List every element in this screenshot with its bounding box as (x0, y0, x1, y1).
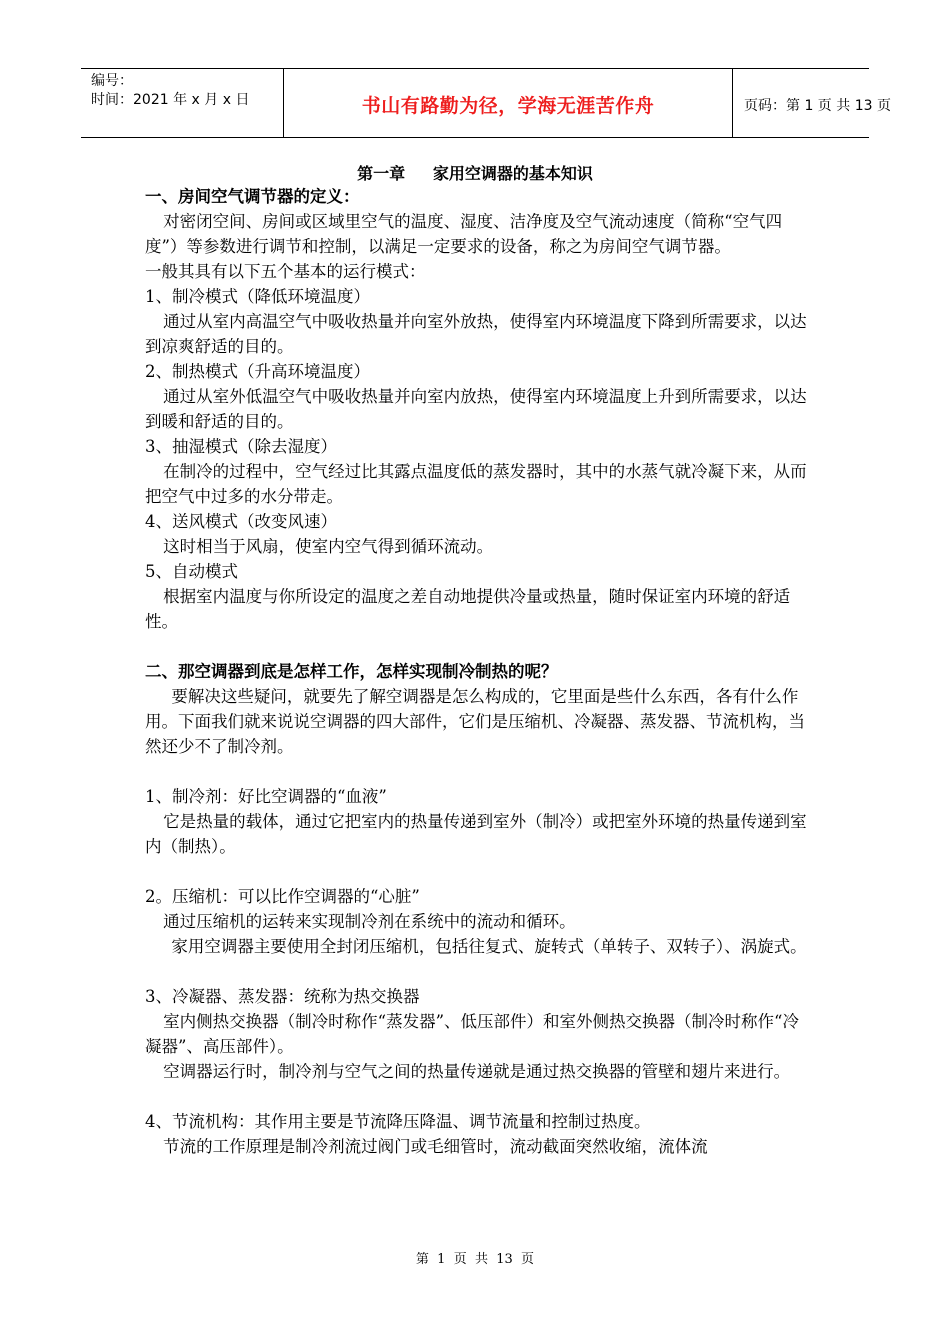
paragraph: 要解决这些疑问，就要先了解空调器是怎么构成的，它里面是些什么东西，各有什么作用。下面我们就来说说空调器的四大部件，它们是压缩机、冷凝器、蒸发器、节流机构，当然还少不了制冷剂。 (145, 687, 805, 756)
blank-line (145, 759, 810, 784)
paragraph: 3、抽湿模式（除去湿度） (145, 437, 337, 456)
paragraph: 4、送风模式（改变风速） (145, 512, 337, 531)
paragraph: 2。压缩机：可以比作空调器的“心脏” (145, 887, 420, 906)
page-info: 页码：第 1 页 共 13 页 (744, 98, 891, 114)
header-motto-cell (283, 69, 733, 137)
blank-line (145, 959, 810, 984)
paragraph: 家用空调器主要使用全封闭压缩机，包括往复式、旋转式（单转子、双转子）、涡旋式。 (171, 937, 807, 956)
section-heading: 二、那空调器到底是怎样工作，怎样实现制冷制热的呢？ (145, 662, 558, 681)
header-page-cell (732, 69, 891, 137)
paragraph: 在制冷的过程中，空气经过比其露点温度低的蒸发器时，其中的水蒸气就冷凝下来，从而把空气中过多的水分带走。 (145, 462, 807, 506)
blank-line (145, 1084, 810, 1109)
document-header (81, 68, 891, 138)
paragraph: 1、制冷模式（降低环境温度） (145, 287, 370, 306)
paragraph: 这时相当于风扇，使室内空气得到循环流动。 (163, 537, 494, 556)
motto-text: 书山有路勤为径，学海无涯苦作舟 (361, 95, 655, 117)
blank-line (145, 634, 810, 659)
header-meta-cell (81, 69, 283, 137)
paragraph: 室内侧热交换器（制冷时称作“蒸发器”、低压部件）和室外侧热交换器（制冷时称作“冷凝器”、高压部件）。 (145, 1012, 799, 1056)
paragraph: 通过从室外低温空气中吸收热量并向室内放热，使得室内环境温度上升到所需要求，以达到暖和舒适的目的。 (145, 387, 807, 431)
chapter-title: 第一章 家用空调器的基本知识 (357, 164, 593, 183)
blank-line (145, 859, 810, 884)
paragraph: 它是热量的载体，通过它把室内的热量传递到室外（制冷）或把室外环境的热量传递到室内（制热）。 (145, 812, 807, 856)
document-number-label: 编号： (91, 73, 133, 89)
paragraph: 一般其具有以下五个基本的运行模式： (145, 262, 426, 281)
document-date: 时间：2021 年 x 月 x 日 (91, 92, 250, 108)
paragraph: 对密闭空间、房间或区域里空气的温度、湿度、洁净度及空气流动速度（简称“空气四度”）等参数进行调节和控制，以满足一定要求的设备，称之为房间空气调节器。 (145, 212, 783, 256)
paragraph: 通过从室内高温空气中吸收热量并向室外放热，使得室内环境温度下降到所需要求，以达到凉爽舒适的目的。 (145, 312, 807, 356)
paragraph: 4、节流机构：其作用主要是节流降压降温、调节流量和控制过热度。 (145, 1112, 651, 1131)
paragraph: 空调器运行时，制冷剂与空气之间的热量传递就是通过热交换器的管壁和翅片来进行。 (163, 1062, 791, 1081)
paragraph: 通过压缩机的运转来实现制冷剂在系统中的流动和循环。 (163, 912, 576, 931)
paragraph: 根据室内温度与你所设定的温度之差自动地提供冷量或热量，随时保证室内环境的舒适性。 (145, 587, 791, 631)
page-footer: 第 1 页 共 13 页 (415, 1252, 535, 1267)
paragraph: 1、制冷剂：好比空调器的“血液” (145, 787, 387, 806)
paragraph: 2、制热模式（升高环境温度） (145, 362, 370, 381)
paragraph: 3、冷凝器、蒸发器：统称为热交换器 (145, 987, 420, 1006)
paragraph: 5、自动模式 (145, 562, 238, 581)
document-body (145, 184, 810, 1159)
paragraph: 节流的工作原理是制冷剂流过阀门或毛细管时，流动截面突然收缩，流体流 (163, 1137, 708, 1156)
section-heading: 一、房间空气调节器的定义： (145, 187, 360, 206)
